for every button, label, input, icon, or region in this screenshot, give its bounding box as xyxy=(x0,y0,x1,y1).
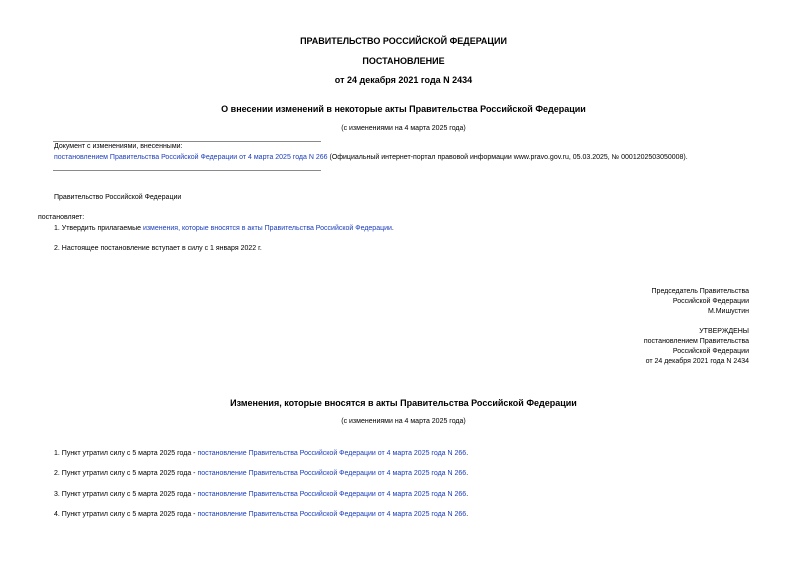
clause-1-prefix: 1. Утвердить прилагаемые xyxy=(54,225,143,232)
changes-intro: Документ с изменениями, внесенными: xyxy=(54,143,183,150)
approval-line-4: от 24 декабря 2021 года N 2434 xyxy=(645,358,749,365)
signature-body: Российской Федерации xyxy=(672,298,749,305)
approval-line-2: постановлением Правительства xyxy=(643,338,749,345)
government-heading: ПРАВИТЕЛЬСТВО РОССИЙСКОЙ ФЕДЕРАЦИИ xyxy=(300,36,507,46)
annex-title: Изменения, которые вносятся в акты Правительства Российской Федерации xyxy=(230,398,577,408)
annex-item-link[interactable]: постановление Правительства Российской Федерации от 4 марта 2025 года N 266 xyxy=(197,511,467,518)
annex-link[interactable]: изменения, которые вносятся в акты Правительства Российской Федерации xyxy=(142,225,392,232)
annex-item-end: . xyxy=(466,491,469,498)
document-date-number: от 24 декабря 2021 года N 2434 xyxy=(334,75,473,85)
annex-item-link[interactable]: постановление Правительства Российской Федерации от 4 марта 2025 года N 266 xyxy=(197,470,467,477)
approval-heading: УТВЕРЖДЕНЫ xyxy=(699,328,749,335)
document-title: О внесении изменений в некоторые акты Правительства Российской Федерации xyxy=(221,104,586,114)
annex-item-text: 2. Пункт утратил силу с 5 марта 2025 года - xyxy=(54,470,198,477)
annex-item xyxy=(54,450,468,457)
annex-item-link[interactable]: постановление Правительства Российской Федерации от 4 марта 2025 года N 266 xyxy=(197,450,467,457)
clause-1 xyxy=(54,225,394,232)
note-bottom-rule xyxy=(53,170,321,171)
note-top-rule xyxy=(53,141,321,142)
annex-item-end: . xyxy=(466,511,469,518)
signature-name: М.Мишустин xyxy=(707,308,749,315)
annex-item xyxy=(54,511,468,518)
annex-item-link[interactable]: постановление Правительства Российской Федерации от 4 марта 2025 года N 266 xyxy=(197,491,467,498)
document-type: ПОСТАНОВЛЕНИЕ xyxy=(362,56,445,66)
decides-label: постановляет: xyxy=(38,214,85,221)
revision-note: (с изменениями на 4 марта 2025 года) xyxy=(341,125,466,132)
changes-source: (Официальный интернет-портал правовой информации www.pravo.gov.ru, 05.03.2025, № 0001202503050008). xyxy=(327,154,688,161)
clause-1-suffix: . xyxy=(391,225,394,232)
amending-act-link[interactable]: постановлением Правительства Российской Федерации от 4 марта 2025 года N 266 xyxy=(54,154,328,161)
signature-position: Председатель Правительства xyxy=(651,288,749,295)
annex-item-end: . xyxy=(466,470,469,477)
approval-line-3: Российской Федерации xyxy=(672,348,749,355)
changes-line xyxy=(54,154,688,161)
clause-2: 2. Настоящее постановление вступает в силу с 1 января 2022 г. xyxy=(54,245,262,252)
annex-item-text: 3. Пункт утратил силу с 5 марта 2025 года - xyxy=(54,491,198,498)
issuing-body: Правительство Российской Федерации xyxy=(54,194,182,201)
annex-item xyxy=(54,491,468,498)
annex-item xyxy=(54,470,468,477)
annex-item-text: 4. Пункт утратил силу с 5 марта 2025 года - xyxy=(54,511,198,518)
annex-revision-note: (с изменениями на 4 марта 2025 года) xyxy=(341,418,466,425)
annex-item-end: . xyxy=(466,450,469,457)
annex-item-text: 1. Пункт утратил силу с 5 марта 2025 года - xyxy=(54,450,198,457)
